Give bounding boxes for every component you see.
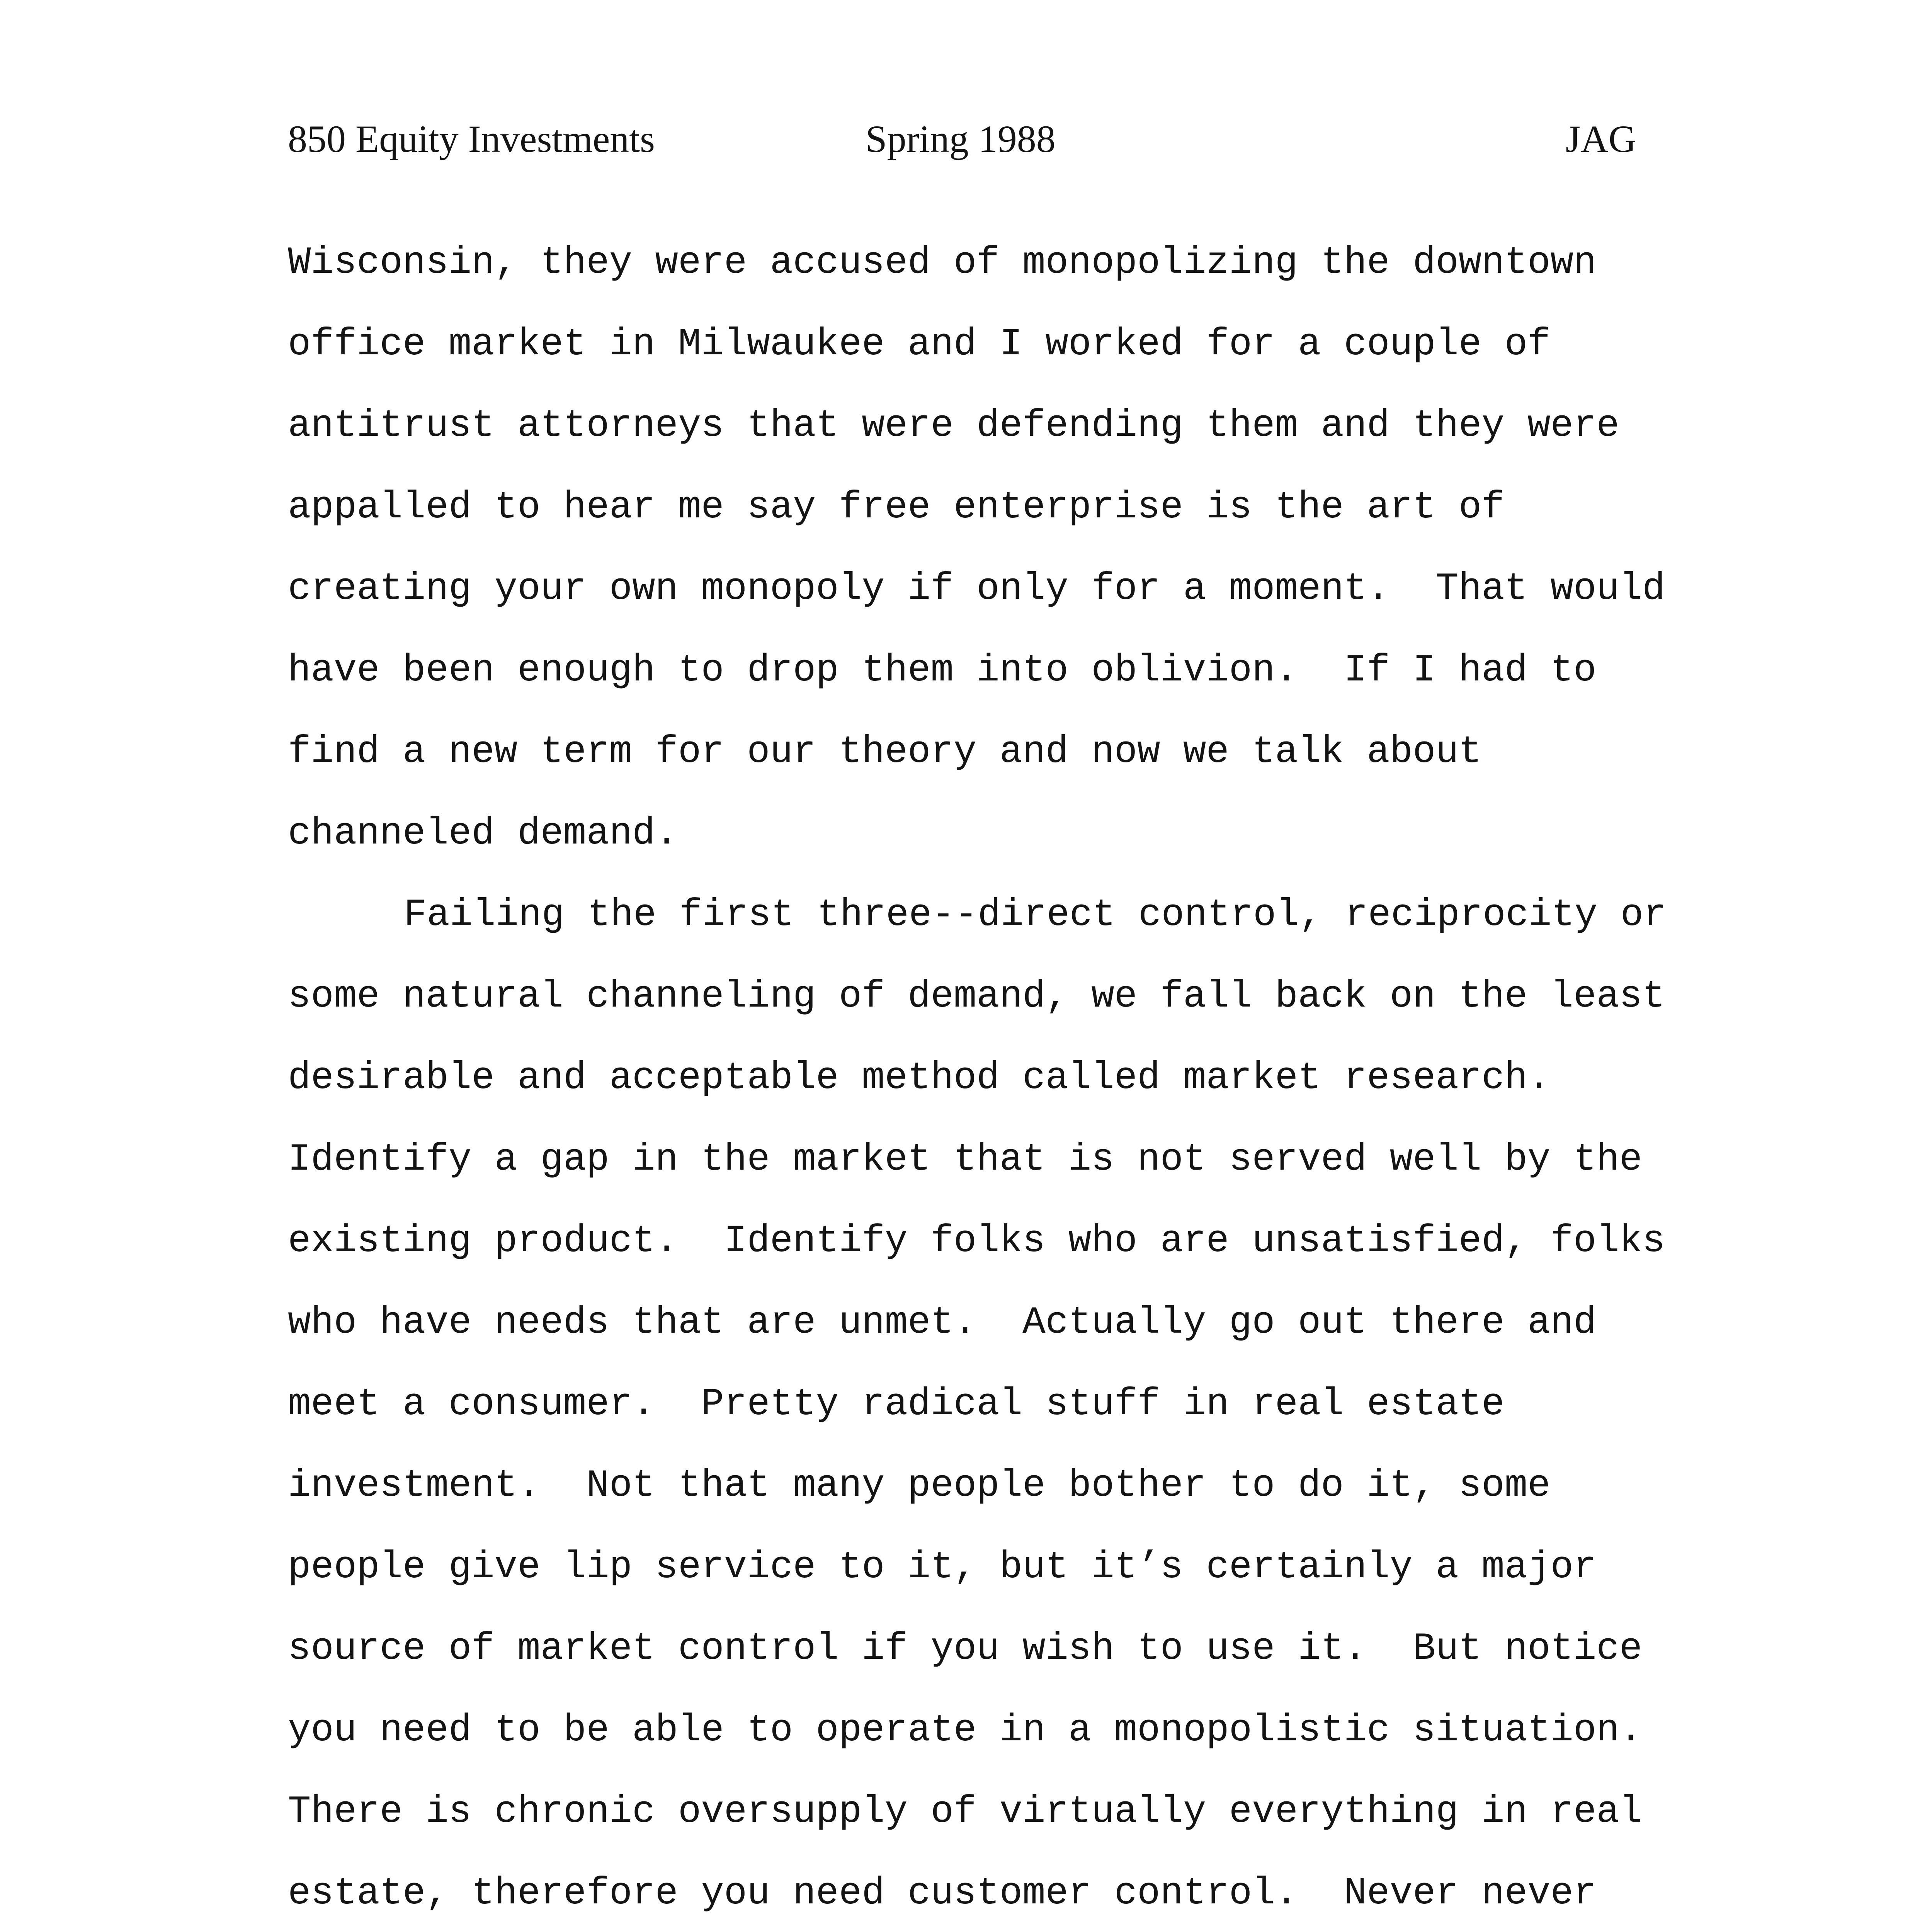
header-author-initials: JAG bbox=[1565, 117, 1636, 160]
header-course-title: 850 Equity Investments bbox=[288, 117, 655, 160]
header-term: Spring 1988 bbox=[866, 117, 1056, 160]
text-line: Identify a gap in the market that is not served well by the bbox=[288, 1138, 1643, 1181]
body-text bbox=[288, 222, 1679, 1932]
text-line: source of market control if you wish to use it. But notice bbox=[288, 1627, 1643, 1670]
text-line: appalled to hear me say free enterprise is the art of bbox=[288, 486, 1505, 529]
paragraph-2 bbox=[288, 874, 1679, 1932]
page-header bbox=[288, 112, 1636, 166]
paragraph-1 bbox=[288, 222, 1679, 874]
text-line: some natural channeling of demand, we fall back on the least bbox=[288, 975, 1665, 1018]
text-line: people give lip service to it, but it’s certainly a major bbox=[288, 1546, 1597, 1589]
text-line: office market in Milwaukee and I worked for a couple of bbox=[288, 323, 1551, 366]
text-line: antitrust attorneys that were defending them and they were bbox=[288, 404, 1619, 447]
text-line: you need to be able to operate in a monopolistic situation. bbox=[288, 1709, 1643, 1752]
text-line: Failing the first three--direct control, reciprocity or bbox=[404, 893, 1667, 937]
text-line: desirable and acceptable method called market research. bbox=[288, 1056, 1551, 1100]
text-line: There is chronic oversupply of virtually everything in real bbox=[288, 1790, 1643, 1833]
text-line: channeled demand. bbox=[288, 812, 678, 855]
text-line: have been enough to drop them into oblivion. If I had to bbox=[288, 649, 1597, 692]
text-line: meet a consumer. Pretty radical stuff in real estate bbox=[288, 1383, 1505, 1426]
text-line: estate, therefore you need customer control. Never never bbox=[288, 1872, 1597, 1915]
text-line: creating your own monopoly if only for a moment. That would bbox=[288, 567, 1665, 611]
text-line: find a new term for our theory and now we talk about bbox=[288, 730, 1482, 774]
text-line: investment. Not that many people bother to do it, some bbox=[288, 1464, 1551, 1507]
text-line: existing product. Identify folks who are unsatisfied, folks bbox=[288, 1219, 1665, 1263]
text-line: who have needs that are unmet. Actually go out there and bbox=[288, 1301, 1597, 1344]
text-line: Wisconsin, they were accused of monopolizing the downtown bbox=[288, 241, 1597, 284]
